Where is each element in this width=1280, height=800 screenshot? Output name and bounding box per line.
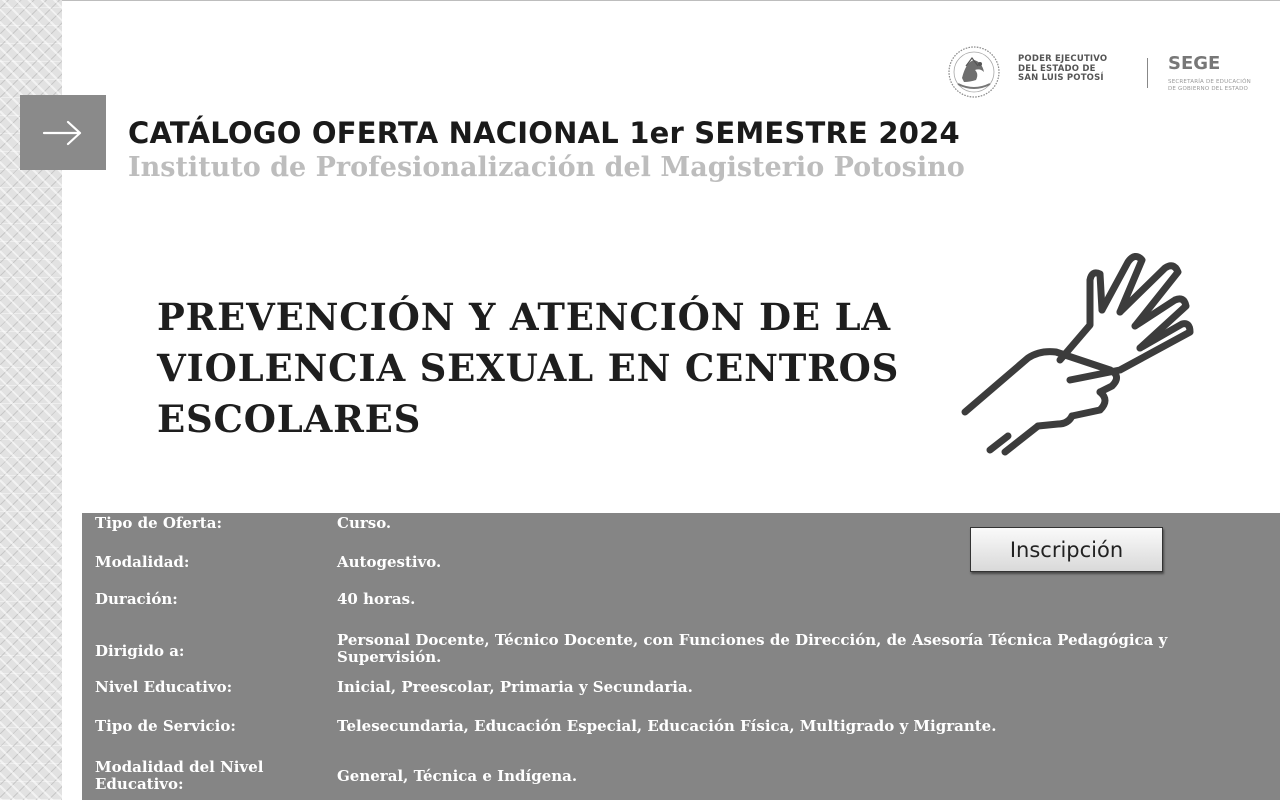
inscription-button[interactable]: Inscripción	[970, 527, 1163, 572]
course-title-line: ESCOLARES	[157, 397, 422, 441]
logo-divider	[1147, 58, 1148, 88]
detail-value: Curso.	[337, 513, 392, 532]
course-title-line: VIOLENCIA SEXUAL EN CENTROS	[157, 346, 900, 390]
government-logos	[944, 44, 1264, 100]
detail-label: Modalidad:	[95, 552, 190, 571]
detail-value: General, Técnica e Indígena.	[337, 767, 578, 785]
detail-label: Tipo de Oferta:	[95, 513, 222, 532]
catalog-title: CATÁLOGO OFERTA NACIONAL 1er SEMESTRE 2024	[128, 116, 960, 150]
detail-value: Telesecundaria, Educación Especial, Educación Física, Multigrado y Migrante.	[337, 716, 997, 735]
detail-value: Autogestivo.	[337, 552, 442, 571]
detail-value: 40 horas.	[337, 589, 416, 608]
detail-value: Inicial, Preescolar, Primaria y Secundaria.	[337, 677, 693, 696]
detail-label: Tipo de Servicio:	[95, 716, 236, 735]
detail-value: Personal Docente, Técnico Docente, con Funciones de Dirección, de Asesoría Técnica Pedagógica y Supervisión.	[337, 631, 1168, 666]
detail-label: Nivel Educativo:	[95, 677, 233, 696]
detail-label: Dirigido a:	[95, 642, 185, 660]
hand-grabbing-wrist-icon	[950, 240, 1230, 470]
course-title	[157, 292, 977, 445]
arrow-right-icon	[41, 118, 85, 148]
top-border	[0, 0, 1280, 1]
nav-arrow-button[interactable]	[20, 95, 106, 170]
detail-label: Duración:	[95, 589, 178, 608]
institute-subtitle: Instituto de Profesionalización del Magisterio Potosino	[128, 152, 965, 183]
mexico-coat-of-arms-icon	[944, 44, 1004, 100]
course-title-line: PREVENCIÓN Y ATENCIÓN DE LA	[157, 295, 891, 339]
detail-label: Modalidad del Nivel Educativo:	[95, 758, 264, 793]
sege-logo-text: SEGE	[1168, 53, 1221, 74]
sege-subtitle: SECRETARÍA DE EDUCACIÓN DE GOBIERNO DEL ESTADO	[1168, 79, 1251, 92]
poder-ejecutivo-text: PODER EJECUTIVO DEL ESTADO DE SAN LUIS POTOSÍ	[1018, 54, 1108, 83]
